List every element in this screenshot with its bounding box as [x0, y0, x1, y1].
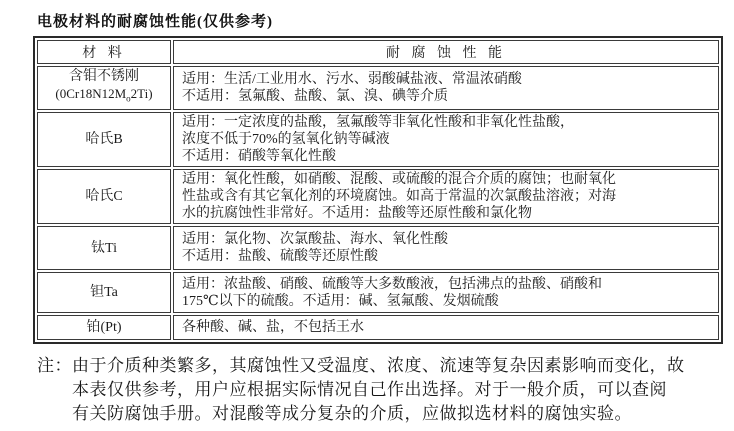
material-formula	[42, 85, 166, 108]
material-cell	[37, 272, 171, 313]
material-cell	[37, 226, 171, 270]
formula-subscript: o	[126, 93, 131, 104]
performance-cell	[173, 272, 719, 313]
material-cell	[37, 66, 171, 110]
footnote-label: 注：	[37, 356, 72, 375]
performance-line: 不适用：盐酸、硫酸等还原性酸	[182, 249, 378, 264]
material-name: 钛Ti	[91, 240, 117, 256]
performance-cell	[173, 169, 719, 224]
table-row-titanium	[37, 226, 719, 270]
performance-line: 适用：氯化物、次氯酸盐、海水、氧化性酸	[182, 232, 448, 247]
material-name: 铂(Pt)	[86, 320, 122, 335]
performance-cell	[173, 112, 719, 167]
footnote-line: 本表仅供参考，用户应根据实际情况自己作出选择。对于一般介质，可以查阅	[72, 380, 667, 399]
table-row-platinum	[37, 315, 719, 340]
column-header-performance: 耐 腐 蚀 性 能	[173, 40, 719, 64]
footnote	[37, 354, 724, 426]
performance-cell	[173, 66, 719, 110]
material-name: 哈氏B	[85, 132, 123, 147]
formula-prefix: (0Cr18N12M	[55, 86, 127, 102]
performance-cell	[173, 226, 719, 270]
performance-line: 不适用：硝酸等氧化性酸	[182, 149, 336, 164]
performance-line: 适用：生活/工业用水、污水、弱酸碱盐液、常温浓硝酸	[182, 72, 522, 87]
table-header-row	[37, 40, 719, 64]
material-name: 哈氏C	[85, 189, 123, 204]
footnote-text	[72, 354, 724, 426]
performance-cell	[173, 315, 719, 340]
table-row-hastelloy-b	[37, 112, 719, 167]
footnote-line: 有关防腐蚀手册。对混酸等成分复杂的介质，应做拟选材料的腐蚀实验。	[72, 404, 632, 423]
performance-line: 各种酸、碱、盐，不包括王水	[182, 320, 364, 335]
performance-line: 175℃以下的硫酸。不适用：碱、氢氟酸、发烟硫酸	[182, 293, 499, 309]
material-cell	[37, 169, 171, 224]
performance-line: 适用：一定浓度的盐酸，氢氟酸等非氧化性酸和非氧化性盐酸，	[182, 115, 574, 130]
performance-line: 适用：氧化性酸，如硝酸、混酸、或硫酸的混合介质的腐蚀；也耐氧化	[182, 172, 616, 187]
performance-line: 水的抗腐蚀性非常好。不适用：盐酸等还原性酸和氯化物	[182, 206, 532, 221]
material-name: 含钼不锈刚	[69, 69, 139, 85]
corrosion-resistance-table	[33, 36, 723, 344]
performance-line: 浓度不低于70%的氢氧化钠等碱液	[182, 132, 390, 147]
formula-suffix: 2Ti)	[130, 86, 153, 102]
footnote-line: 由于介质种类繁多，其腐蚀性又受温度、浓度、流速等复杂因素影响而变化，故	[72, 356, 685, 375]
table-row-molybdenum-stainless	[37, 66, 719, 110]
performance-line: 性盐或含有其它氧化剂的环境腐蚀。如高于常温的次氯酸盐溶液；对海	[182, 189, 616, 204]
page-title: 电极材料的耐腐蚀性能(仅供参考)	[37, 14, 273, 30]
performance-line: 适用：浓盐酸、硝酸、硫酸等大多数酸液，包括沸点的盐酸、硝酸和	[182, 276, 602, 292]
material-cell	[37, 315, 171, 340]
column-header-material: 材 料	[37, 40, 171, 64]
table-row-tantalum	[37, 272, 719, 313]
table-row-hastelloy-c	[37, 169, 719, 224]
material-cell	[37, 112, 171, 167]
material-name: 钽Ta	[90, 285, 118, 300]
performance-line: 不适用：氢氟酸、盐酸、氯、溴、碘等介质	[182, 89, 448, 104]
